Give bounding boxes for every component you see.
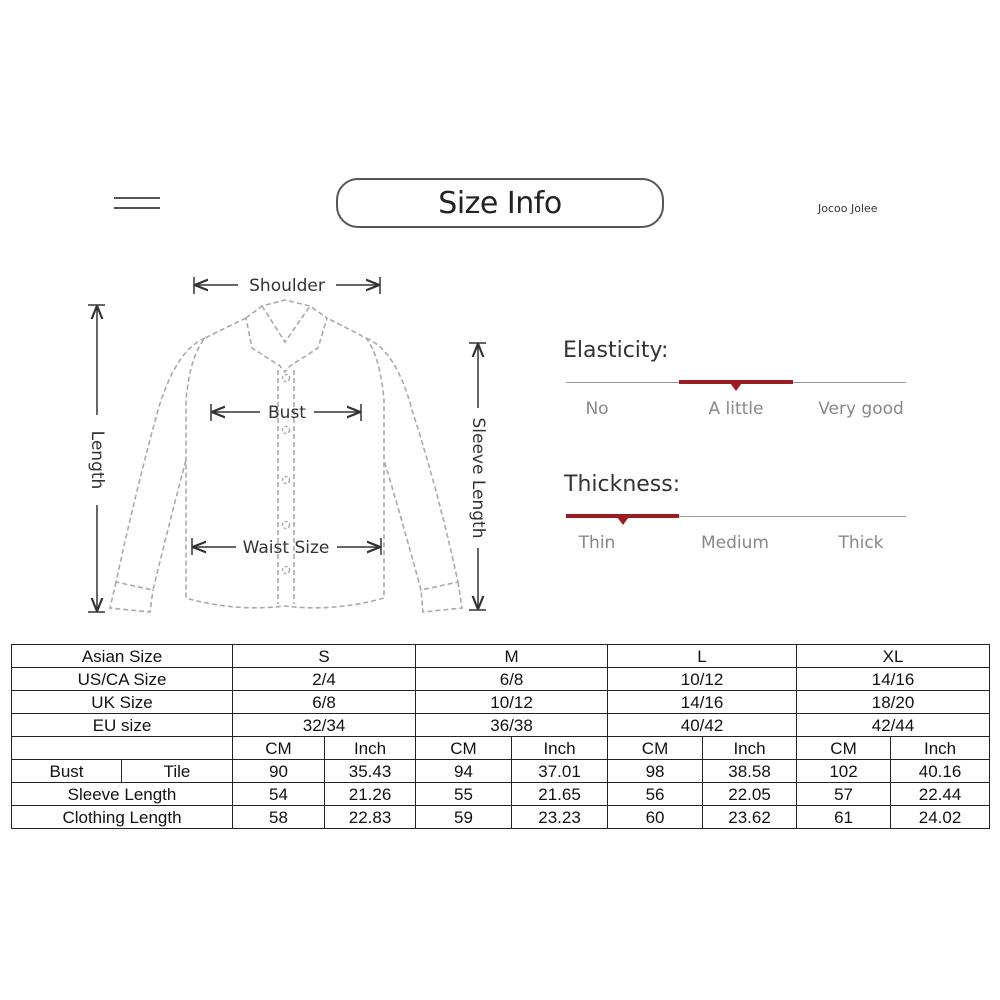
value-cell: 40.16 bbox=[891, 760, 990, 783]
size-table bbox=[11, 644, 990, 829]
elasticity-option-very-good: Very good bbox=[818, 399, 904, 419]
table-row-units bbox=[12, 737, 990, 760]
size-cell: 2/4 bbox=[233, 668, 416, 691]
unit-cell: Inch bbox=[703, 737, 797, 760]
value-cell: 22.83 bbox=[325, 806, 416, 829]
size-cell: XL bbox=[797, 645, 990, 668]
table-row-us-size bbox=[12, 668, 990, 691]
value-cell: 23.62 bbox=[703, 806, 797, 829]
value-cell: 59 bbox=[416, 806, 512, 829]
thickness-option-medium: Medium bbox=[701, 533, 769, 553]
size-cell: S bbox=[233, 645, 416, 668]
unit-cell: CM bbox=[797, 737, 891, 760]
value-cell: 55 bbox=[416, 783, 512, 806]
shirt-measurement-diagram bbox=[70, 262, 510, 627]
row-label: Bust bbox=[12, 760, 122, 783]
size-cell: 10/12 bbox=[416, 691, 608, 714]
thickness-marker bbox=[617, 517, 629, 525]
value-cell: 94 bbox=[416, 760, 512, 783]
table-row-bust bbox=[12, 760, 990, 783]
value-cell: 61 bbox=[797, 806, 891, 829]
row-label: Clothing Length bbox=[12, 806, 233, 829]
row-label: EU size bbox=[12, 714, 233, 737]
thickness-title: Thickness: bbox=[564, 472, 681, 497]
size-cell: L bbox=[608, 645, 797, 668]
menu-icon[interactable] bbox=[114, 197, 160, 211]
shirt-outline bbox=[110, 300, 462, 612]
elasticity-option-no: No bbox=[585, 399, 609, 419]
size-cell: 14/16 bbox=[608, 691, 797, 714]
row-label: US/CA Size bbox=[12, 668, 233, 691]
value-cell: 57 bbox=[797, 783, 891, 806]
size-cell: 42/44 bbox=[797, 714, 990, 737]
table-row-asian-size bbox=[12, 645, 990, 668]
size-cell: 40/42 bbox=[608, 714, 797, 737]
unit-cell: CM bbox=[233, 737, 325, 760]
value-cell: 38.58 bbox=[703, 760, 797, 783]
value-cell: 24.02 bbox=[891, 806, 990, 829]
elasticity-marker bbox=[730, 383, 742, 391]
table-row-sleeve-length bbox=[12, 783, 990, 806]
value-cell: 22.44 bbox=[891, 783, 990, 806]
elasticity-title: Elasticity: bbox=[563, 338, 669, 363]
elasticity-option-a-little: A little bbox=[708, 399, 764, 419]
table-row-eu-size bbox=[12, 714, 990, 737]
size-cell: 14/16 bbox=[797, 668, 990, 691]
row-label: Sleeve Length bbox=[12, 783, 233, 806]
page-title: Size Info bbox=[336, 178, 664, 228]
row-label: Asian Size bbox=[12, 645, 233, 668]
value-cell: 35.43 bbox=[325, 760, 416, 783]
value-cell: 54 bbox=[233, 783, 325, 806]
bust-label: Bust bbox=[268, 403, 306, 423]
size-cell: 32/34 bbox=[233, 714, 416, 737]
row-sublabel: Tile bbox=[122, 760, 233, 783]
brand-name: Jocoo Jolee bbox=[818, 202, 878, 215]
unit-cell: Inch bbox=[891, 737, 990, 760]
value-cell: 102 bbox=[797, 760, 891, 783]
sleeve-length-label: Sleeve Length bbox=[468, 417, 488, 539]
unit-cell: CM bbox=[608, 737, 703, 760]
unit-cell: Inch bbox=[512, 737, 608, 760]
size-cell: 18/20 bbox=[797, 691, 990, 714]
size-cell: 6/8 bbox=[233, 691, 416, 714]
size-cell: M bbox=[416, 645, 608, 668]
row-label: UK Size bbox=[12, 691, 233, 714]
length-label: Length bbox=[87, 430, 107, 490]
value-cell: 21.65 bbox=[512, 783, 608, 806]
value-cell: 37.01 bbox=[512, 760, 608, 783]
table-row-uk-size bbox=[12, 691, 990, 714]
value-cell: 60 bbox=[608, 806, 703, 829]
value-cell: 58 bbox=[233, 806, 325, 829]
value-cell: 98 bbox=[608, 760, 703, 783]
size-cell: 36/38 bbox=[416, 714, 608, 737]
value-cell: 56 bbox=[608, 783, 703, 806]
value-cell: 22.05 bbox=[703, 783, 797, 806]
thickness-option-thick: Thick bbox=[838, 533, 884, 553]
size-cell: 10/12 bbox=[608, 668, 797, 691]
value-cell: 21.26 bbox=[325, 783, 416, 806]
waist-label: Waist Size bbox=[242, 538, 330, 558]
table-row-clothing-length bbox=[12, 806, 990, 829]
size-cell: 6/8 bbox=[416, 668, 608, 691]
unit-cell: Inch bbox=[325, 737, 416, 760]
shoulder-label: Shoulder bbox=[249, 276, 325, 296]
unit-cell: CM bbox=[416, 737, 512, 760]
value-cell: 23.23 bbox=[512, 806, 608, 829]
thickness-option-thin: Thin bbox=[578, 533, 616, 553]
empty-cell bbox=[12, 737, 233, 760]
value-cell: 90 bbox=[233, 760, 325, 783]
